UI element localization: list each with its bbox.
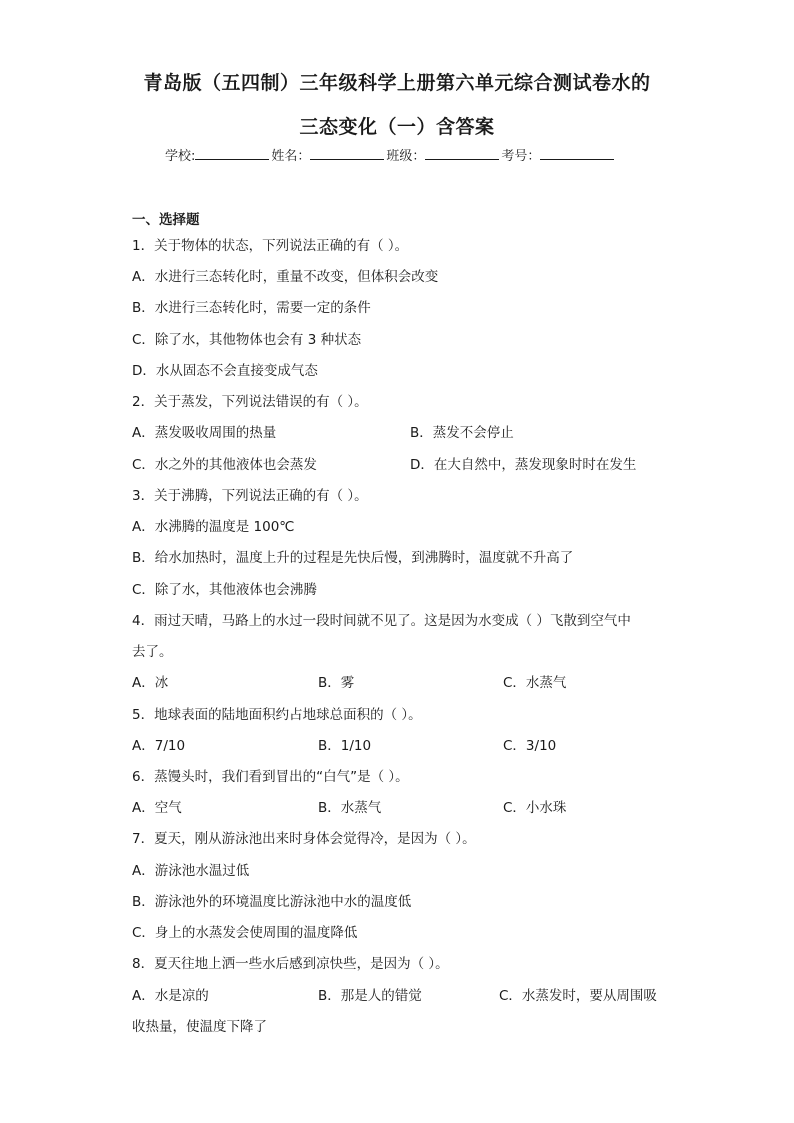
question-3-option-a: A．水沸腾的温度是 100℃ xyxy=(132,519,295,535)
class-blank[interactable] xyxy=(425,146,499,160)
question-5-stem: 5．地球表面的陆地面积约占地球总面积的（ ）。 xyxy=(132,707,422,723)
question-4-stem-continued: 去了。 xyxy=(132,644,173,660)
question-8-option-c-continued: 收热量，使温度下降了 xyxy=(132,1019,267,1035)
section-heading: 一、选择题 xyxy=(132,212,200,228)
title-line-2: 三态变化（一）含答案 xyxy=(299,116,495,138)
name-blank[interactable] xyxy=(310,146,384,160)
question-8-option-b: B．那是人的错觉 xyxy=(318,988,422,1004)
question-4-option-b: B．雾 xyxy=(318,675,355,691)
question-1-option-a: A．水进行三态转化时，重量不改变，但体积会改变 xyxy=(132,269,439,285)
question-3-option-c: C．除了水，其他液体也会沸腾 xyxy=(132,582,317,598)
question-4-option-a: A．冰 xyxy=(132,675,169,691)
question-2-option-c: C．水之外的其他液体也会蒸发 xyxy=(132,457,317,473)
question-2-option-a: A．蒸发吸收周围的热量 xyxy=(132,425,277,441)
title-line-1: 青岛版（五四制）三年级科学上册第六单元综合测试卷水的 xyxy=(143,72,651,94)
question-7-option-b: B．游泳池外的环境温度比游泳池中水的温度低 xyxy=(132,894,412,910)
question-6-stem: 6．蒸馒头时，我们看到冒出的“白气”是（ ）。 xyxy=(132,769,409,785)
question-8-option-a: A．水是凉的 xyxy=(132,988,209,1004)
question-3-option-b: B．给水加热时，温度上升的过程是先快后慢，到沸腾时，温度就不升高了 xyxy=(132,550,574,566)
question-2-stem: 2．关于蒸发，下列说法错误的有（ ）。 xyxy=(132,394,368,410)
class-label: 班级： xyxy=(386,149,426,164)
question-1-stem: 1．关于物体的状态，下列说法正确的有（ ）。 xyxy=(132,238,409,254)
question-6-option-b: B．水蒸气 xyxy=(318,800,382,816)
number-blank[interactable] xyxy=(540,146,614,160)
school-label: 学校: xyxy=(165,149,196,164)
question-2-option-d: D．在大自然中，蒸发现象时时在发生 xyxy=(410,457,637,473)
question-8-option-c: C．水蒸发时，要从周围吸 xyxy=(499,988,657,1004)
question-5-option-b: B．1/10 xyxy=(318,738,372,754)
question-1-option-b: B．水进行三态转化时，需要一定的条件 xyxy=(132,300,371,316)
question-5-option-c: C．3/10 xyxy=(503,738,557,754)
question-6-option-c: C．小水珠 xyxy=(503,800,567,816)
question-4-option-c: C．水蒸气 xyxy=(503,675,567,691)
school-blank[interactable] xyxy=(195,146,269,160)
question-4-stem: 4．雨过天晴，马路上的水过一段时间就不见了。这是因为水变成（ ）飞散到空气中 xyxy=(132,613,631,629)
question-7-option-c: C．身上的水蒸发会使周围的温度降低 xyxy=(132,925,358,941)
number-label: 考号： xyxy=(501,149,541,164)
name-label: 姓名： xyxy=(271,149,311,164)
question-5-option-a: A．7/10 xyxy=(132,738,186,754)
question-2-option-b: B．蒸发不会停止 xyxy=(410,425,514,441)
question-7-stem: 7．夏天，刚从游泳池出来时身体会觉得冷，是因为（ ）。 xyxy=(132,831,476,847)
student-info-row xyxy=(165,145,616,164)
question-6-option-a: A．空气 xyxy=(132,800,182,816)
question-8-stem: 8．夏天往地上洒一些水后感到凉快些，是因为（ ）。 xyxy=(132,956,449,972)
question-3-stem: 3．关于沸腾，下列说法正确的有（ ）。 xyxy=(132,488,368,504)
question-7-option-a: A．游泳池水温过低 xyxy=(132,863,250,879)
question-1-option-c: C．除了水，其他物体也会有 3 种状态 xyxy=(132,332,362,348)
question-1-option-d: D．水从固态不会直接变成气态 xyxy=(132,363,318,379)
